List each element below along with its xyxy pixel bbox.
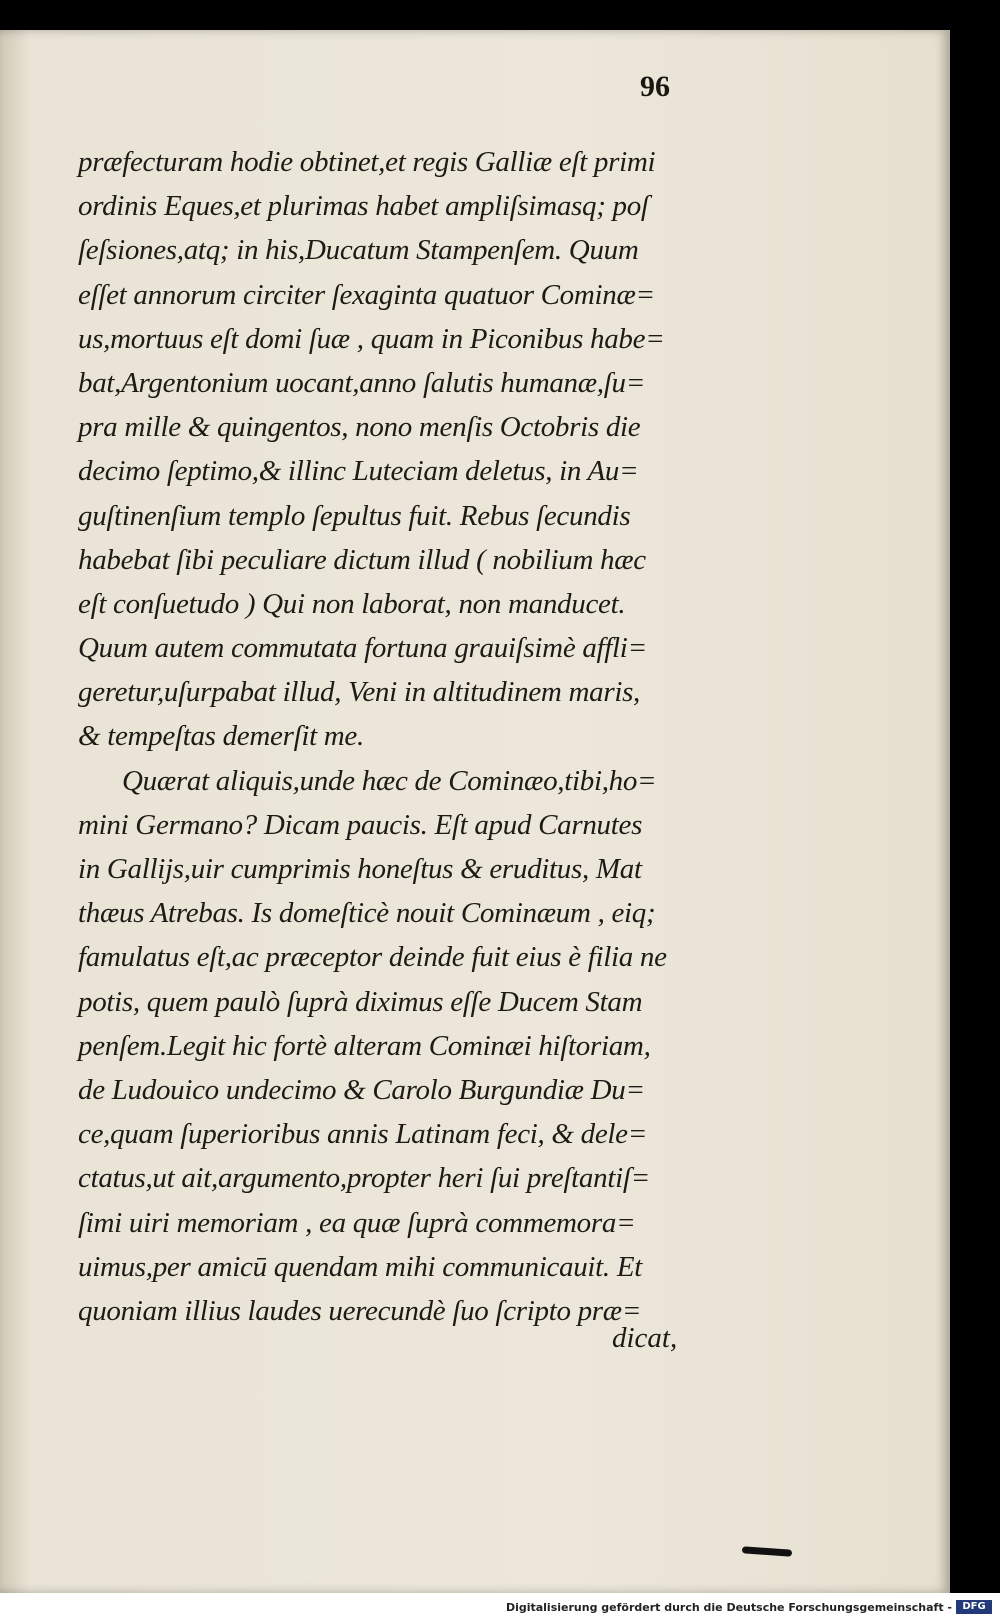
text-line: ordinis Eques,et plurimas habet ampliſsimasq; poſ <box>78 190 649 223</box>
text-line: eſt conſuetudo ) Qui non laborat, non manducet. <box>78 587 626 620</box>
footer-credit: Digitalisierung gefördert durch die Deutsche Forschungsgemeinschaft - <box>505 1601 952 1614</box>
text-line: præfecturam hodie obtinet,et regis Galliæ eſt primi <box>78 146 656 178</box>
text-line: de Ludouico undecimo & Carolo Burgundiæ Du= <box>78 1073 645 1106</box>
text-line: bat,Argentonium uocant,anno ſalutis humanæ,ſu= <box>78 366 645 399</box>
text-line: & tempeſtas demerſit me. <box>78 720 364 753</box>
text-line: habebat ſibi peculiare dictum illud ( nobilium hæc <box>78 543 646 576</box>
text-line: guſtinenſium templo ſepultus fuit. Rebus ſecundis <box>78 499 631 532</box>
dfg-logo: DFG <box>956 1600 992 1614</box>
text-line: penſem.Legit hic fortè alteram Cominæi hiſtoriam, <box>78 1029 651 1062</box>
text-line: decimo ſeptimo,& illinc Luteciam deletus, in Au= <box>78 455 639 488</box>
text-line: us,mortuus eſt domi ſuæ , quam in Piconibus habe= <box>78 322 665 355</box>
text-line: ce,quam ſuperioribus annis Latinam feci, & dele= <box>78 1118 647 1151</box>
paragraph-start-line: Quærat aliquis,unde hæc de Cominæo,tibi,ho= <box>122 764 657 797</box>
text-line: in Gallijs,uir cumprimis honeſtus & eruditus, Mat <box>78 853 642 885</box>
text-line: famulatus eſt,ac præceptor deinde fuit eius è filia ne <box>78 941 667 974</box>
text-line: potis, quem paulò ſuprà diximus eſſe Ducem Stam <box>78 985 643 1018</box>
text-line: uimus,per amicū quendam mihi communicauit. Et <box>78 1250 643 1283</box>
page-number: 96 <box>640 70 670 103</box>
text-line: eſſet annorum circiter ſexaginta quatuor Cominæ= <box>78 278 655 311</box>
text-line: mini Germano? Dicam paucis. Eſt apud Carnutes <box>78 808 643 841</box>
text-line: ſeſsiones,atq; in his,Ducatum Stampenſem. Quum <box>78 234 639 267</box>
text-line: ctatus,ut ait,argumento,propter heri ſui preſtantiſ= <box>78 1162 650 1195</box>
text-line: pra mille & quingentos, nono menſis Octobris die <box>78 411 641 444</box>
text-line: Quum autem commutata fortuna grauiſsimè affli= <box>78 632 647 665</box>
catchword: dicat, <box>612 1322 678 1354</box>
text-line: thæus Atrebas. Is domeſticè nouit Cominæum , eiq; <box>78 897 656 930</box>
text-line: geretur,uſurpabat illud, Veni in altitudinem maris, <box>78 676 641 709</box>
text-line: quoniam illius laudes uerecundè ſuo ſcripto præ= <box>78 1294 642 1327</box>
text-line: ſimi uiri memoriam , ea quæ ſuprà commemora= <box>78 1206 636 1239</box>
page-text <box>78 140 728 1333</box>
